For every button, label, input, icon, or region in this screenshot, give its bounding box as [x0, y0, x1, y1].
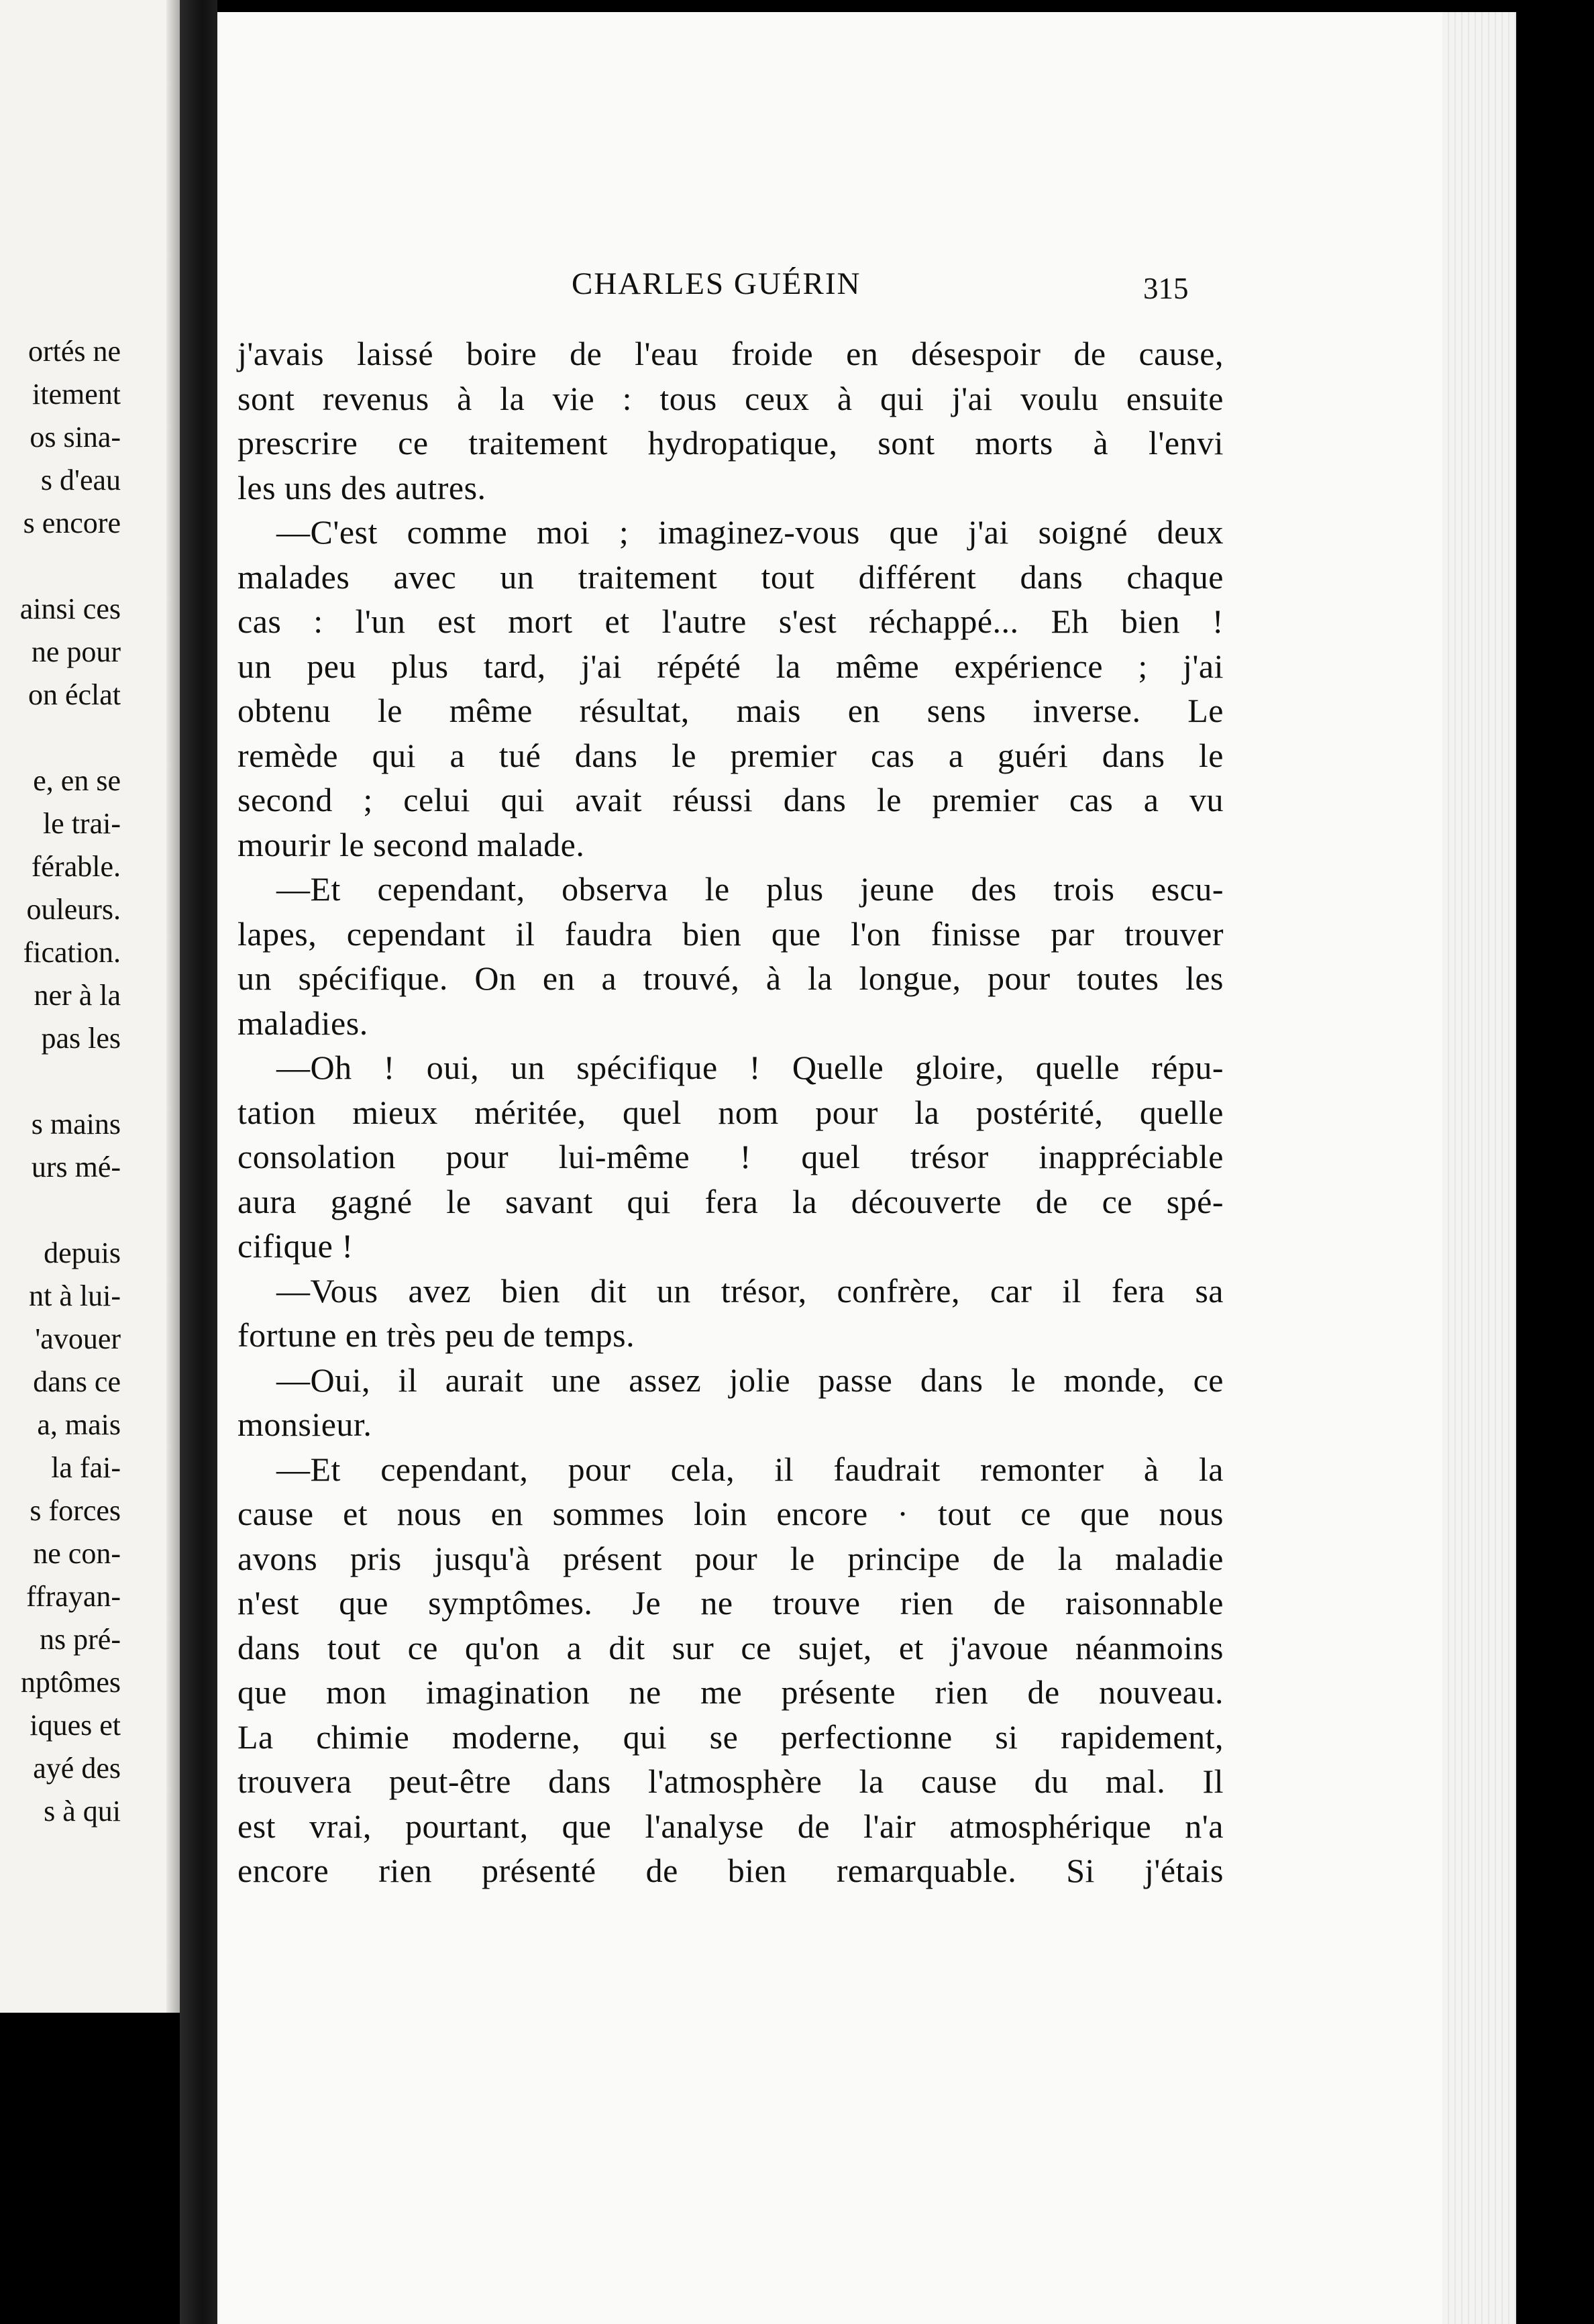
text-line: —Oh ! oui, un spécifique ! Quelle gloire, quelle répu-: [276, 1049, 1224, 1086]
text-line: maladies.: [237, 1004, 368, 1042]
facing-line: e, en se: [33, 764, 121, 797]
facing-line: iques et: [30, 1709, 121, 1742]
facing-page-left: [0, 0, 180, 2013]
facing-line: s mains: [31, 1108, 121, 1141]
text-line: aura gagné le savant qui fera la découverte de ce spé-: [237, 1182, 1224, 1220]
text-line: tation mieux méritée, quel nom pour la postérité, quelle: [237, 1093, 1224, 1131]
text-line: —Oui, il aurait une assez jolie passe dans le monde, ce: [276, 1361, 1224, 1399]
facing-page-text-fragments: [0, 330, 121, 1833]
facing-line: ffrayan-: [26, 1580, 121, 1613]
facing-line: fication.: [23, 936, 121, 969]
facing-line: ortés ne: [28, 335, 121, 368]
facing-line: nptômes: [20, 1666, 121, 1699]
facing-line: ne con-: [33, 1537, 121, 1570]
page-number: 315: [1143, 272, 1189, 305]
facing-line: os sina-: [30, 421, 121, 454]
facing-line: ne pour: [31, 635, 121, 668]
text-line: monsieur.: [237, 1406, 372, 1443]
facing-line: itement: [32, 378, 121, 411]
facing-line: [0, 1189, 121, 1232]
book-gutter: [180, 0, 217, 2324]
running-title: CHARLES GUÉRIN: [572, 266, 861, 301]
page-stack-edges: [1442, 12, 1516, 2324]
facing-line: dans ce: [33, 1365, 121, 1398]
facing-line: s à qui: [44, 1795, 121, 1828]
text-line: La chimie moderne, qui se perfectionne si rapidement,: [237, 1718, 1224, 1756]
text-line: —C'est comme moi ; imaginez-vous que j'ai soigné deux: [276, 513, 1224, 551]
text-line: sont revenus à la vie : tous ceux à qui j'ai voulu ensuite: [237, 379, 1224, 417]
facing-line: on éclat: [28, 678, 121, 711]
facing-line: ayé des: [33, 1752, 121, 1785]
facing-page-shadow: [166, 0, 180, 2013]
text-line: obtenu le même résultat, mais en sens inverse. Le: [237, 692, 1224, 729]
text-line: avons pris jusqu'à présent pour le principe de la maladie: [237, 1539, 1224, 1577]
facing-line: ner à la: [34, 979, 121, 1012]
facing-line: ouleurs.: [26, 893, 121, 926]
facing-line: la fai-: [51, 1451, 121, 1484]
text-line: dans tout ce qu'on a dit sur ce sujet, et j'avoue néanmoins: [237, 1628, 1224, 1667]
text-line: encore rien présenté de bien remarquable. Si j'étais: [237, 1852, 1224, 1889]
text-line: consolation pour lui-même ! quel trésor inappréciable: [237, 1138, 1224, 1175]
text-line: prescrire ce traitement hydropatique, sont morts à l'envi: [237, 424, 1224, 462]
text-line: cause et nous en sommes loin encore · tout ce que nous: [237, 1495, 1224, 1532]
text-line: que mon imagination ne me présente rien de nouveau.: [237, 1673, 1224, 1711]
text-line: les uns des autres.: [237, 468, 486, 507]
facing-line: s forces: [30, 1494, 121, 1527]
facing-line: le trai-: [42, 807, 121, 840]
text-line: j'avais laissé boire de l'eau froide en désespoir de cause,: [237, 335, 1224, 372]
facing-line: s d'eau: [40, 464, 121, 496]
text-line: —Vous avez bien dit un trésor, confrère, car il fera sa: [276, 1271, 1224, 1310]
facing-line: pas les: [41, 1022, 121, 1055]
text-line: fortune en très peu de temps.: [237, 1316, 635, 1354]
facing-line: [0, 545, 121, 588]
facing-line: a, mais: [37, 1408, 121, 1441]
text-line: remède qui a tué dans le premier cas a guéri dans le: [237, 736, 1224, 774]
text-line: cas : l'un est mort et l'autre s'est réchappé... Eh bien !: [237, 602, 1224, 640]
facing-line: ainsi ces: [19, 592, 121, 625]
facing-line: ns pré-: [40, 1623, 121, 1656]
text-line: second ; celui qui avait réussi dans le premier cas a vu: [237, 781, 1224, 818]
facing-line: férable.: [31, 850, 121, 883]
text-line: cifique !: [237, 1227, 354, 1265]
text-line: n'est que symptômes. Je ne trouve rien de raisonnable: [237, 1584, 1224, 1622]
text-line: lapes, cependant il faudra bien que l'on finisse par trouver: [237, 914, 1224, 953]
page-body: [237, 331, 1224, 1893]
facing-line: [0, 717, 121, 759]
facing-line: urs mé-: [31, 1151, 121, 1183]
scan-background-right: [1516, 0, 1594, 2324]
page-header: [217, 266, 1516, 313]
text-line: est vrai, pourtant, que l'analyse de l'air atmosphérique n'a: [237, 1807, 1224, 1845]
facing-line: nt à lui-: [29, 1279, 121, 1312]
text-line: mourir le second malade.: [237, 825, 585, 863]
facing-line: depuis: [44, 1236, 121, 1269]
book-page: [217, 12, 1516, 2324]
text-line: —Et cependant, observa le plus jeune des trois escu-: [276, 870, 1224, 908]
text-line: un peu plus tard, j'ai répété la même expérience ; j'ai: [237, 647, 1224, 685]
text-line: —Et cependant, pour cela, il faudrait remonter à la: [276, 1450, 1224, 1488]
text-line: malades avec un traitement tout différent dans chaque: [237, 558, 1224, 596]
facing-line: s encore: [23, 507, 121, 539]
facing-line: 'avouer: [35, 1322, 121, 1355]
text-line: trouvera peut-être dans l'atmosphère la cause du mal. Il: [237, 1762, 1224, 1800]
text-line: un spécifique. On en a trouvé, à la longue, pour toutes les: [237, 959, 1224, 997]
facing-line: [0, 1060, 121, 1103]
